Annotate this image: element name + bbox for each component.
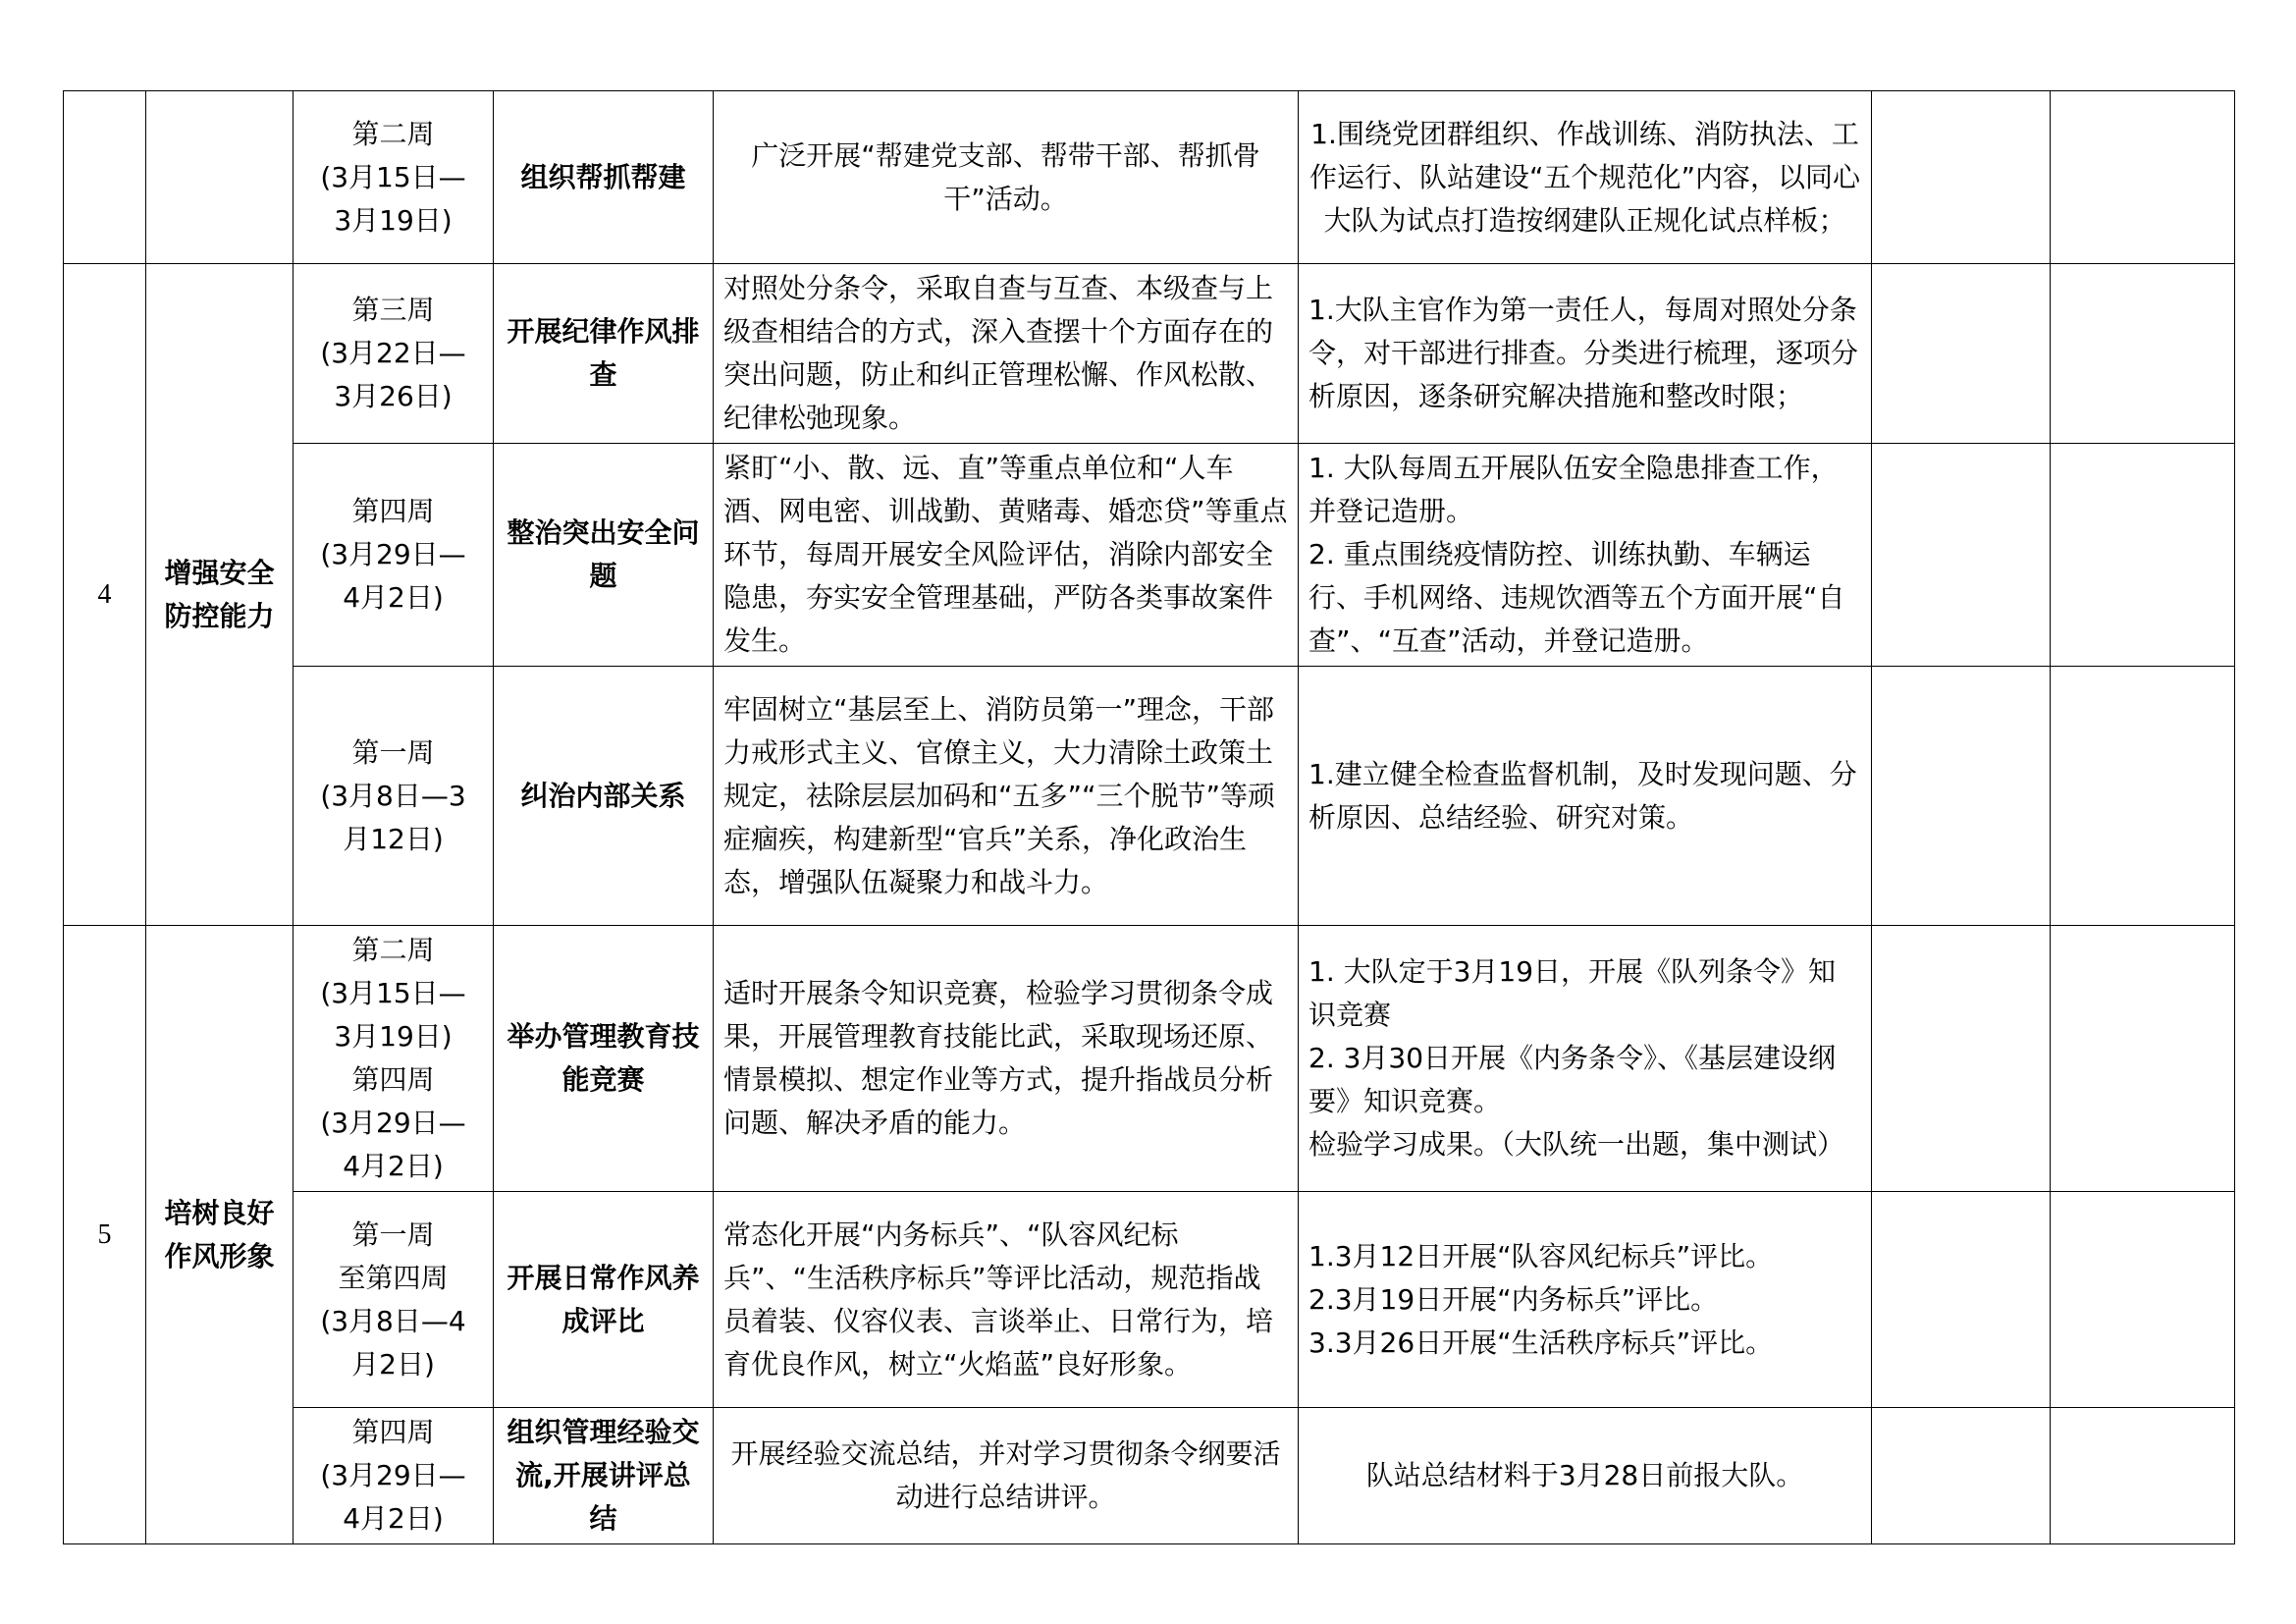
blank-cell bbox=[2051, 926, 2235, 1192]
table-row bbox=[64, 1408, 2235, 1544]
seq-number: 4 bbox=[64, 264, 146, 926]
week-cell: 第一周 至第四周 (3月8日—4 月2日) bbox=[294, 1192, 494, 1408]
blank-cell bbox=[1872, 444, 2051, 667]
item-cell: 组织帮抓帮建 bbox=[494, 91, 714, 264]
blank-cell bbox=[2051, 667, 2235, 926]
content-cell: 牢固树立“基层至上、消防员第一”理念，干部力戒形式主义、官僚主义，大力清除土政策土规定，祛除层层加码和“五多”“三个脱节”等顽症痼疾，构建新型“官兵”关系，净化政治生态，增强队伍凝聚力和战斗力。 bbox=[714, 667, 1299, 926]
item-cell: 组织管理经验交流,开展讲评总结 bbox=[494, 1408, 714, 1544]
content-cell: 适时开展条令知识竞赛，检验学习贯彻条令成果，开展管理教育技能比武，采取现场还原、情景模拟、想定作业等方式，提升指战员分析问题、解决矛盾的能力。 bbox=[714, 926, 1299, 1192]
table-row bbox=[64, 91, 2235, 264]
measure-cell: 1.3月12日开展“队容风纪标兵”评比。 2.3月19日开展“内务标兵”评比。 3.3月26日开展“生活秩序标兵”评比。 bbox=[1299, 1192, 1872, 1408]
measure-cell: 1. 大队定于3月19日，开展《队列条令》知识竞赛 2. 3月30日开展《内务条令》、《基层建设纲要》知识竞赛。 检验学习成果。（大队统一出题，集中测试） bbox=[1299, 926, 1872, 1192]
item-cell: 纠治内部关系 bbox=[494, 667, 714, 926]
week-cell: 第二周 (3月15日— 3月19日) 第四周 (3月29日— 4月2日) bbox=[294, 926, 494, 1192]
measure-cell: 1. 大队每周五开展队伍安全隐患排查工作，并登记造册。 2. 重点围绕疫情防控、训练执勤、车辆运行、手机网络、违规饮酒等五个方面开展“自查”、“互查”活动，并登记造册。 bbox=[1299, 444, 1872, 667]
content-cell: 广泛开展“帮建党支部、帮带干部、帮抓骨干”活动。 bbox=[714, 91, 1299, 264]
content-cell: 开展经验交流总结，并对学习贯彻条令纲要活动进行总结讲评。 bbox=[714, 1408, 1299, 1544]
task-title: 培树良好作风形象 bbox=[146, 926, 294, 1544]
week-cell: 第一周 (3月8日—3 月12日) bbox=[294, 667, 494, 926]
blank-cell bbox=[1872, 667, 2051, 926]
content-cell: 对照处分条令，采取自查与互查、本级查与上级查相结合的方式，深入查摆十个方面存在的突出问题，防止和纠正管理松懈、作风松散、纪律松弛现象。 bbox=[714, 264, 1299, 444]
blank-cell bbox=[2051, 1408, 2235, 1544]
item-cell: 开展纪律作风排查 bbox=[494, 264, 714, 444]
content-cell: 常态化开展“内务标兵”、“队容风纪标兵”、“生活秩序标兵”等评比活动，规范指战员着装、仪容仪表、言谈举止、日常行为，培育优良作风，树立“火焰蓝”良好形象。 bbox=[714, 1192, 1299, 1408]
work-plan-table bbox=[63, 90, 2235, 1544]
blank-cell bbox=[1872, 926, 2051, 1192]
blank-cell bbox=[2051, 91, 2235, 264]
week-cell: 第二周 (3月15日— 3月19日) bbox=[294, 91, 494, 264]
item-cell: 开展日常作风养成评比 bbox=[494, 1192, 714, 1408]
week-cell: 第四周 (3月29日— 4月2日) bbox=[294, 1408, 494, 1544]
table-row bbox=[64, 926, 2235, 1192]
blank-cell bbox=[2051, 1192, 2235, 1408]
task-cell-empty bbox=[146, 91, 294, 264]
content-cell: 紧盯“小、散、远、直”等重点单位和“人车酒、网电密、训战勤、黄赌毒、婚恋贷”等重点环节，每周开展安全风险评估，消除内部安全隐患，夯实安全管理基础，严防各类事故案件发生。 bbox=[714, 444, 1299, 667]
measure-cell: 1.建立健全检查监督机制，及时发现问题、分析原因、总结经验、研究对策。 bbox=[1299, 667, 1872, 926]
blank-cell bbox=[1872, 264, 2051, 444]
measure-cell: 1.大队主官作为第一责任人，每周对照处分条令，对干部进行排查。分类进行梳理，逐项分析原因，逐条研究解决措施和整改时限； bbox=[1299, 264, 1872, 444]
item-cell: 整治突出安全问题 bbox=[494, 444, 714, 667]
task-title: 增强安全防控能力 bbox=[146, 264, 294, 926]
blank-cell bbox=[2051, 444, 2235, 667]
seq-cell-empty bbox=[64, 91, 146, 264]
table-row bbox=[64, 667, 2235, 926]
blank-cell bbox=[2051, 264, 2235, 444]
item-cell: 举办管理教育技能竞赛 bbox=[494, 926, 714, 1192]
table-row bbox=[64, 1192, 2235, 1408]
table-row bbox=[64, 444, 2235, 667]
week-cell: 第三周 (3月22日— 3月26日) bbox=[294, 264, 494, 444]
seq-number: 5 bbox=[64, 926, 146, 1544]
blank-cell bbox=[1872, 1192, 2051, 1408]
table-row bbox=[64, 264, 2235, 444]
measure-cell: 队站总结材料于3月28日前报大队。 bbox=[1299, 1408, 1872, 1544]
measure-cell: 1.围绕党团群组织、作战训练、消防执法、工作运行、队站建设“五个规范化”内容，以同心大队为试点打造按纲建队正规化试点样板； bbox=[1299, 91, 1872, 264]
blank-cell bbox=[1872, 1408, 2051, 1544]
blank-cell bbox=[1872, 91, 2051, 264]
week-cell: 第四周 (3月29日— 4月2日) bbox=[294, 444, 494, 667]
